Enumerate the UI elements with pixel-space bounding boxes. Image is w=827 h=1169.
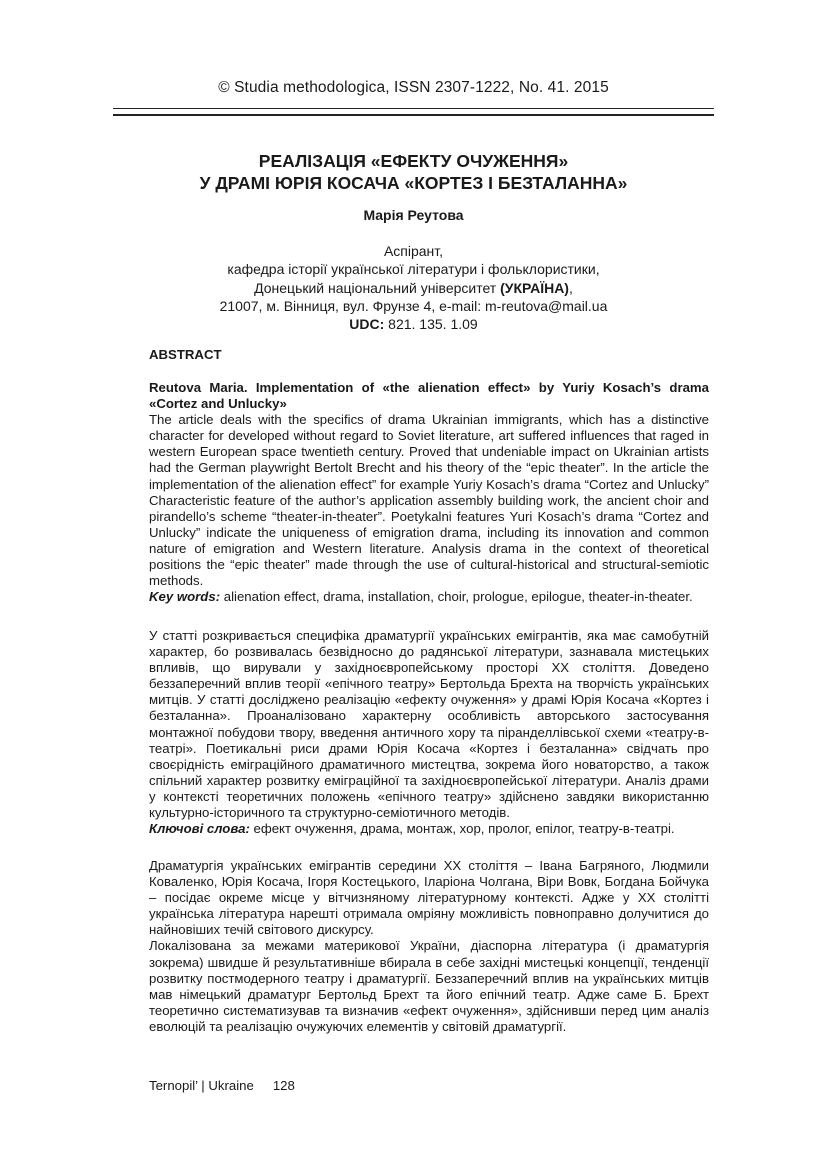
university-comma: , [568, 279, 573, 296]
author-affiliation [0, 242, 827, 333]
author-name: Марія Реутова [363, 207, 464, 223]
article-body [149, 858, 709, 1035]
english-abstract [149, 380, 709, 605]
body-paragraph-2: Локалізована за межами материкової України, діаспорна література (і драматургія зокрема) швидше й результативніше вбирала в себе західні мистецькі концепції, тенденції розвитку постмодерного театру і драматургії. Беззаперечний вплив на українських митців мав німецький драматург Бертольд Брехт та його епічний театр. Адже саме Б. Брехт теоретично систематизував та визначив «ефект очуження», здійснивши перед цим аналіз еволюцій та реалізацію очужуючих елементів у світовій драматургії. [149, 938, 709, 1034]
affiliation-address: 21007, м. Вінниця, вул. Фрунзе 4, e-mail: m-reutova@mail.ua [219, 297, 608, 314]
affiliation-country: (УКРАЇНА) [500, 279, 569, 296]
english-abstract-text: The article deals with the specifics of drama Ukrainian immigrants, which has a distinctive character for developed without regard to Soviet literature, art suffered influences that raged in western European space twentieth century. Proved that undeniable impact on Ukrainian artists had the German playwright Bertolt Brecht and his theory of the “epic theater”. In the article the implementation of the alienation effect” for example Yuriy Kosach’s drama “Cortez and Unlucky” Characteristic feature of the author’s application assembly building work, the ancient choir and pirandello’s scheme “theater-in-theater”. Poetykalni features Yuri Kosach’s drama “Cortez and Unlucky” indicate the uniqueness of emigration drama, including its innovation and common nature of emigration and Western literature. Analysis drama in the context of theoretical positions the “epic theater” made through the use of cultural-historical and structural-semiotic methods. [149, 412, 709, 589]
ukrainian-abstract [149, 628, 709, 837]
journal-header: © Studia methodologica, ISSN 2307-1222, No. 41. 2015 [218, 79, 609, 96]
english-keywords-label: Key words: [149, 589, 221, 605]
abstract-heading: ABSTRACT [149, 347, 222, 362]
header-rule-thin [113, 108, 714, 109]
english-abstract-title: Reutova Maria. Implementation of «the alienation effect» by Yuriy Kosach’s drama «Cortez and Unlucky» [149, 380, 709, 412]
ukrainian-abstract-text: У статті розкривається специфіка драматургії українських емігрантів, яка має самобутній характер, бо розвивалась безвідносно до радянської літератури, зазнавала мистецьких впливів, що вирували у західноєвропейському просторі ХХ століття. Доведено беззаперечний вплив теорії «епічного театру» Бертольда Брехта на творчість українських митців. У статті досліджено реалізацію «ефекту очуження» у драмі Юрія Косача «Кортез і безталанна». Проаналізовано характерну особливість авторського застосування монтажної побудови твору, введення античного хору та піранделлівської схеми «театру-в-театрі». Поетикальні риси драми Юрія Косача «Кортез і безталанна» свідчать про своєрідність еміграційного драматичного мистецтва, зокрема його новаторство, а також спільний характер розвитку еміграційної та західноєвропейської літератури. Аналіз драми у контексті теоретичних положень «епічного театру» здійснено завдяки використанню культурно-історичного та структурно-семіотичного методів. [149, 628, 709, 821]
udc-value: 821. 135. 1.09 [384, 316, 478, 333]
udc-label: UDC: [349, 316, 385, 333]
english-keywords-list: alienation effect, drama, installation, choir, prologue, epilogue, theater-in-theater. [220, 589, 693, 605]
ukrainian-keywords-label: Ключові слова: [149, 821, 250, 837]
footer-place: Ternopil’ | Ukraine [149, 1078, 254, 1093]
affiliation-department: кафедра історії української літератури і фольклористики, [227, 261, 600, 278]
article-title [0, 150, 827, 194]
university-name: Донецький національний університет [254, 279, 501, 296]
ukrainian-keywords-list: ефект очуження, драма, монтаж, хор, пролог, епілог, театру-в-театрі. [249, 821, 675, 837]
header-rule-thick [113, 114, 714, 116]
udc-line [0, 315, 827, 333]
title-line-2: У ДРАМІ ЮРІЯ КОСАЧА «КОРТЕЗ І БЕЗТАЛАННА» [199, 173, 628, 193]
title-line-1: РЕАЛІЗАЦІЯ «ЕФЕКТУ ОЧУЖЕННЯ» [258, 151, 569, 171]
ukrainian-keywords [149, 821, 709, 837]
body-paragraph-1: Драматургія українських емігрантів середини ХХ століття – Івана Багряного, Людмили Коваленко, Юрія Косача, Ігоря Костецького, Іларіона Чолгана, Віри Вовк, Богдана Бойчука – посідає окреме місце у вітчизняному літературному контексті. Адже у ХХ столітті українська література нарешті отримала омріяну можливість повноправно долучитися до найновіших течій світового дискурсу. [149, 858, 709, 938]
affiliation-position: Аспірант, [383, 243, 444, 259]
english-keywords [149, 589, 709, 605]
page-footer [149, 1078, 295, 1093]
page-number: 128 [272, 1078, 295, 1093]
affiliation-university [0, 279, 827, 297]
